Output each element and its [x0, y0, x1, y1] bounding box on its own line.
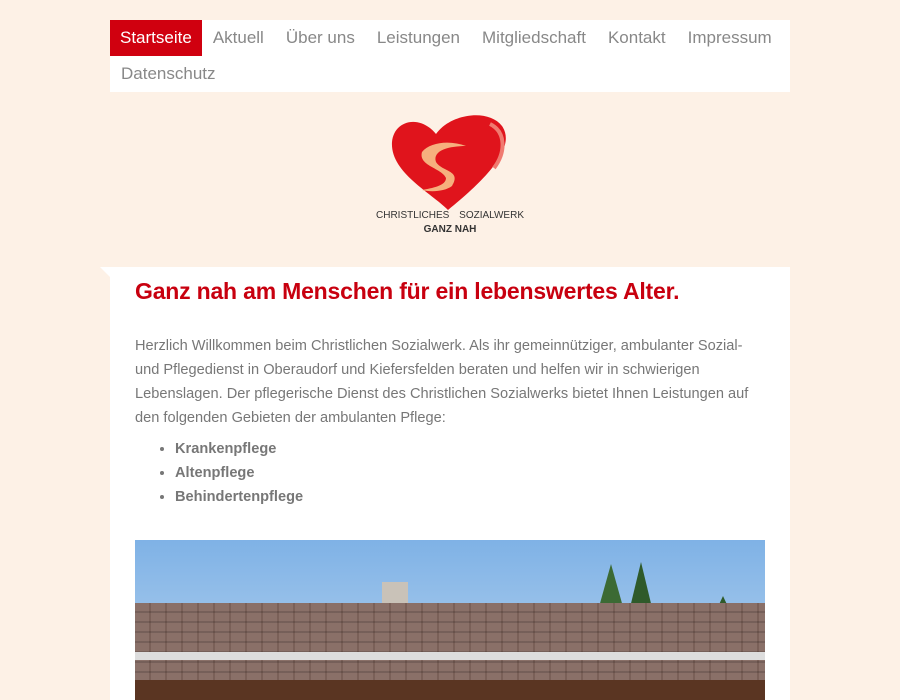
heart-logo-icon: [370, 112, 530, 212]
content-corner-fold: [100, 267, 110, 277]
logo-text-left: CHRISTLICHES: [376, 210, 450, 221]
nav-ueber-uns[interactable]: Über uns: [285, 28, 355, 47]
nav-kontakt[interactable]: Kontakt: [607, 28, 666, 47]
page-heading: Ganz nah am Menschen für ein lebenswertes Alter.: [135, 278, 680, 304]
main-navigation: [110, 20, 790, 92]
nav-leistungen[interactable]: Leistungen: [376, 28, 461, 47]
gutter-shape: [135, 652, 765, 660]
main-content: [110, 267, 790, 700]
nav-datenschutz[interactable]: Datenschutz: [121, 64, 216, 83]
logo-tagline: GANZ NAH: [423, 224, 477, 235]
list-item: • Behindertenpflege: [175, 485, 303, 509]
nav-aktuell[interactable]: Aktuell: [212, 28, 264, 47]
list-item: • Krankenpflege: [175, 437, 303, 461]
list-item: • Altenpflege: [175, 461, 303, 485]
intro-paragraph: Herzlich Willkommen beim Christlichen Sozialwerk. Als ihr gemeinnütziger, ambulanter Sozial- und Pflegedienst in Oberaudorf und Kiefersfelden beraten und helfen wir in schwierigen Lebenslagen. Der pflegerische Dienst des Christlichen Sozialwerks bietet Ihnen Leistungen auf den folgenden Gebieten der ambulanten Pflege:: [135, 338, 749, 426]
site-logo[interactable]: [370, 112, 530, 240]
nav-startseite[interactable]: Startseite: [110, 20, 202, 56]
nav-mitgliedschaft[interactable]: Mitgliedschaft: [482, 28, 586, 47]
house-roof-photo: [135, 540, 765, 700]
services-list: [175, 437, 303, 509]
nav-impressum[interactable]: Impressum: [687, 28, 772, 47]
logo-text-right: SOZIALWERK: [459, 210, 524, 221]
wood-wall-shape: [135, 680, 765, 700]
